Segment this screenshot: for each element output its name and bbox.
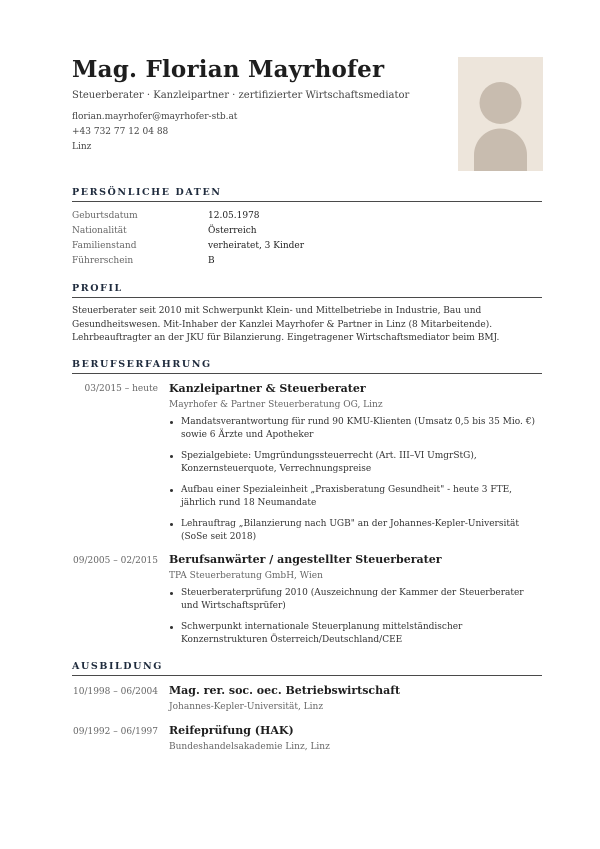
cv-subtitle: Steuerberater · Kanzleipartner · zertifizierter Wirtschaftsmediator: [72, 90, 410, 101]
experience-org: TPA Steuerberatung GmbH, Wien: [169, 571, 323, 581]
experience-bullets: [169, 416, 541, 552]
value-drivers-license: B: [208, 256, 215, 266]
section-divider: [72, 297, 542, 298]
section-divider: [72, 373, 542, 374]
contact-email[interactable]: florian.mayrhofer@mayrhofer-stb.at: [72, 112, 238, 122]
contact-city: Linz: [72, 142, 92, 152]
value-marital-status: verheiratet, 3 Kinder: [208, 241, 305, 251]
experience-role: Berufsanwärter / angestellter Steuerberater: [169, 553, 442, 566]
person-silhouette-icon: [458, 57, 543, 171]
label-nationality: Nationalität: [72, 226, 127, 236]
section-title-personal: PERSÖNLICHE DATEN: [72, 187, 222, 198]
experience-date: 09/2005 – 02/2015: [73, 556, 158, 566]
education-degree: Reifeprüfung (HAK): [169, 724, 294, 737]
list-item: Mandatsverantwortung für rund 90 KMU-Klienten (Umsatz 0,5 bis 35 Mio. €) sowie 6 Ärzte und Apotheker: [169, 416, 541, 442]
contact-block: [72, 110, 237, 155]
list-item: Schwerpunkt internationale Steuerplanung mittelständischer Konzernstrukturen Österreich/Deutschland/CEE: [169, 621, 541, 647]
education-degree: Mag. rer. soc. oec. Betriebswirtschaft: [169, 684, 401, 697]
education-date: 09/1992 – 06/1997: [73, 727, 158, 737]
section-title-education: AUSBILDUNG: [72, 661, 163, 672]
list-item: Aufbau einer Spezialeinheit „Praxisberatung Gesundheit" - heute 3 FTE, jährlich rund 18 Neumandate: [169, 484, 541, 510]
value-nationality: Österreich: [208, 226, 257, 236]
experience-org: Mayrhofer & Partner Steuerberatung OG, Linz: [169, 400, 383, 410]
education-school: Johannes-Kepler-Universität, Linz: [169, 702, 324, 712]
list-item: Steuerberaterprüfung 2010 (Auszeichnung der Kammer der Steuerberater und Wirtschaftsprüfer): [169, 587, 541, 613]
section-title-experience: BERUFSERFAHRUNG: [72, 359, 212, 370]
profile-photo: [458, 57, 543, 171]
experience-role: Kanzleipartner & Steuerberater: [169, 382, 366, 395]
experience-date: 03/2015 – heute: [84, 384, 158, 394]
section-divider: [72, 201, 542, 202]
profile-text: Steuerberater seit 2010 mit Schwerpunkt Klein- und Mittelbetriebe in Industrie, Bau und Gesundheitswesen. Mit-Inhaber der Kanzlei Mayrhofer & Partner in Linz (8 Mitarbeitende). Lehrbeauftragter an der JKU für Bilanzierung. Eingetragener Wirtschaftsmediator beim BMJ.: [72, 306, 500, 343]
label-drivers-license: Führerschein: [72, 256, 134, 266]
label-birthdate: Geburtsdatum: [72, 211, 138, 221]
education-date: 10/1998 – 06/2004: [73, 687, 158, 697]
value-birthdate: 12.05.1978: [208, 211, 260, 221]
cv-name: Mag. Florian Mayrhofer: [72, 56, 385, 83]
contact-phone[interactable]: +43 732 77 12 04 88: [72, 127, 169, 137]
section-title-profile: PROFIL: [72, 283, 123, 294]
experience-bullets: [169, 587, 541, 655]
list-item: Spezialgebiete: Umgründungssteuerrecht (Art. III–VI UmgrStG), Konzernsteuerquote, Verrechnungspreise: [169, 450, 541, 476]
label-marital-status: Familienstand: [72, 241, 137, 251]
list-item: Lehrauftrag „Bilanzierung nach UGB" an der Johannes-Kepler-Universität (SoSe seit 2018): [169, 518, 541, 544]
education-school: Bundeshandelsakademie Linz, Linz: [169, 742, 330, 752]
section-divider: [72, 675, 542, 676]
